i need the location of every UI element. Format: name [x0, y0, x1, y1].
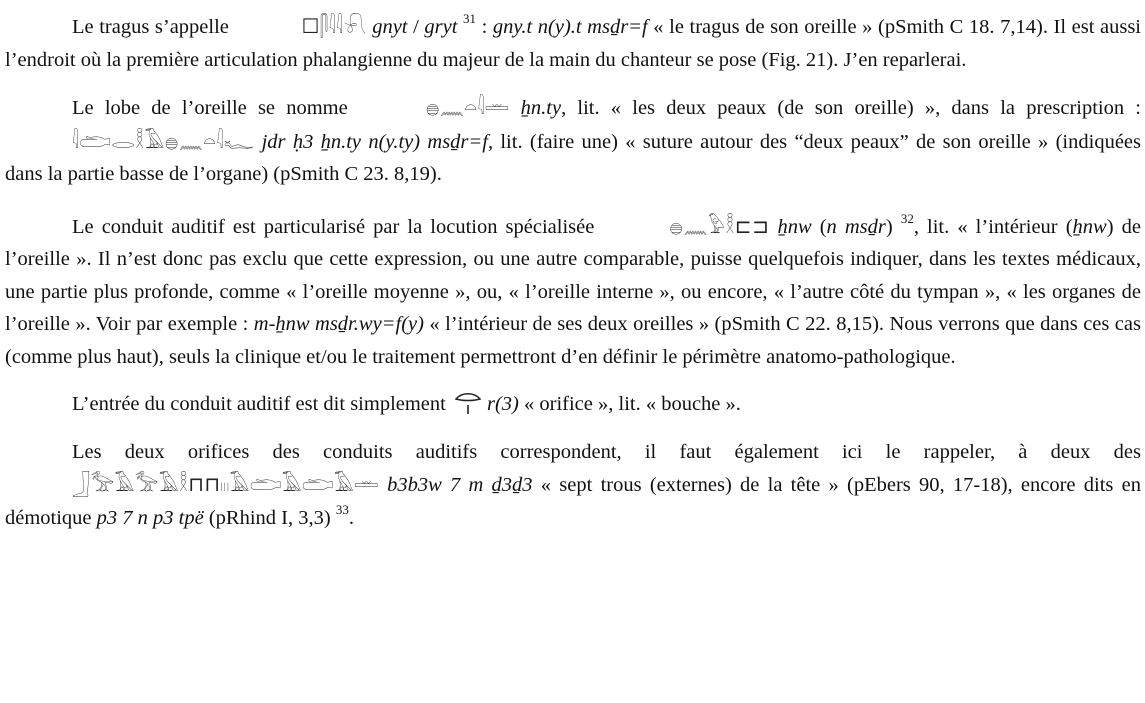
footnote-ref[interactable]: 32	[900, 210, 914, 226]
text-run: « orifice », lit. « bouche ».	[518, 393, 741, 415]
transliteration: m-ẖnw msḏr.wy=f(y)	[253, 313, 424, 335]
text-run: « le tragus de son oreille » (pSmith C 18. 7,14). Il est aussi l’endroit où la première articulation phalangienne du majeur de la main du chanteur se pose (Fig. 21). J’en reparlerai.	[5, 16, 1141, 71]
hieroglyph-group: ☐𓋴𓇋𓇋𓍯	[301, 14, 367, 38]
text-run: )	[885, 215, 901, 238]
transliteration: ẖnw	[1072, 215, 1107, 238]
transliteration: p3 7 n p3 tpë	[96, 506, 204, 529]
text-run: (	[811, 215, 827, 238]
text-run: :	[476, 16, 493, 38]
paragraph-ear-canal	[5, 210, 1141, 374]
text-run: /	[407, 16, 425, 38]
text-run: Le conduit auditif est particularisé par la locution spécialisée	[72, 215, 603, 238]
transliteration: ẖn.ty	[509, 97, 562, 119]
text-run: L’entrée du conduit auditif est dit simplement	[72, 393, 451, 415]
paragraph-tragus	[5, 10, 1141, 76]
paragraph-canal-entrance	[5, 388, 1141, 421]
text-run: « l’intérieur de ses deux oreilles » (pSmith C 22. 8,15). Nous verrons que dans ces cas (comme plus haut), seuls la clinique et/ou le traitement permettront d’en définir le périmètre anatomo-pathologique.	[5, 313, 1141, 368]
text-run: .	[348, 506, 354, 529]
footnote-ref[interactable]: 31	[463, 11, 477, 27]
hieroglyph-group: 𓃀𓅡𓄿𓅡𓄿𓎛⊓⊓𓏼𓄿𓂧𓄿𓂧𓄿𓏛	[72, 472, 379, 496]
hieroglyph-group: 𓐍𓈖𓅱𓎛⊏⊐	[669, 213, 770, 238]
transliteration: r(3)	[486, 393, 519, 415]
transliteration: gryt	[424, 16, 458, 38]
text-run: Le lobe de l’oreille se nomme	[72, 97, 359, 119]
hieroglyph-group: 𓇋𓂧𓂋𓎛𓄿𓐍𓈖𓏏𓇋𓆑	[72, 128, 255, 153]
text-run: ) de l’oreille ». Il n’est donc pas exclu que cette expression, ou une autre comparable, puisse quelquefois indiquer, dans les textes médicaux, une partie plus profonde, comme « l’oreille moyenne », ou, « l’oreille interne », ou encore, « l’autre côté du tympan », « les organes de l’oreille ». Voir par exemple :	[5, 215, 1141, 335]
page-body	[5, 10, 1141, 553]
transliteration: jdr ḥ3 ẖn.ty n(y.ty) msḏr=f,	[254, 130, 494, 153]
transliteration: n msḏr	[826, 215, 886, 238]
text-run: « sept trous (externes) de la tête » (pEbers 90, 17-18), encore dits en démotique	[5, 474, 1141, 529]
transliteration: ẖnw	[769, 215, 812, 238]
text-run: , lit. « l’intérieur (	[913, 215, 1073, 238]
paragraph-seven-orifices	[5, 436, 1141, 535]
text-run: (pRhind I, 3,3)	[203, 506, 336, 529]
transliteration: gnyt	[366, 16, 408, 38]
text-run: Le tragus s’appelle	[72, 16, 235, 38]
text-run: lit. (faire une) « suture autour des “deux peaux” de son oreille » (indiquées dans la partie basse de l’organe) (pSmith C 23. 8,19).	[5, 130, 1141, 185]
paragraph-lobe	[5, 91, 1141, 191]
footnote-ref[interactable]: 33	[335, 501, 349, 517]
text-run: Les deux orifices des conduits auditifs correspondent, il faut également ici le rappeler, à deux des	[72, 440, 1141, 463]
transliteration: b3b3w 7 m ḏ3ḏ3	[378, 474, 533, 496]
mouth-hieroglyph-icon	[453, 390, 483, 416]
text-run: , lit. « les deux peaux (de son oreille) », dans la prescription :	[561, 97, 1142, 119]
hieroglyph-group: 𓐍𓈖𓏏𓇋𓏛	[425, 95, 510, 119]
transliteration: gny.t n(y).t msḏr=f	[492, 16, 648, 38]
